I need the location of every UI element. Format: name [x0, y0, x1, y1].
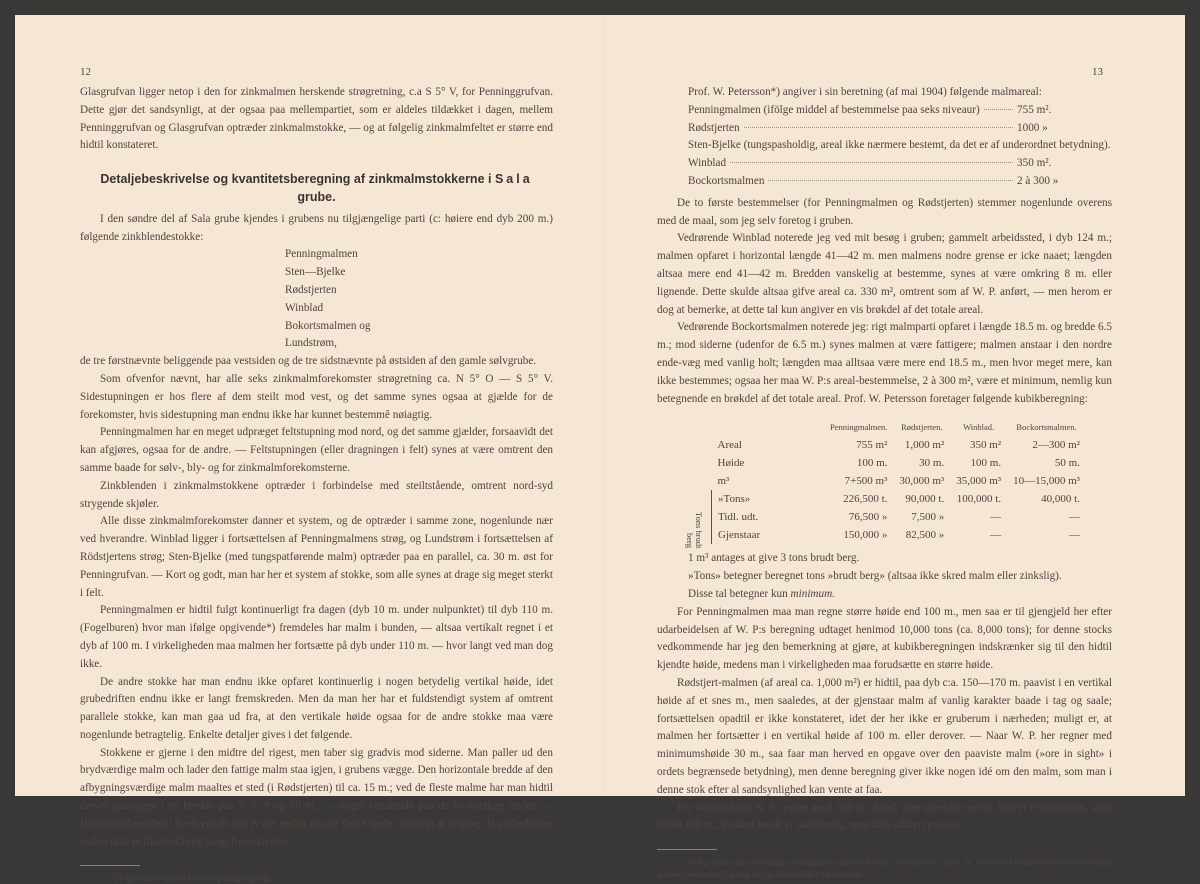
table-row — [687, 490, 1086, 508]
table-cell: 76,500 » — [848, 511, 888, 524]
area-value: 2 à 300 » — [1017, 174, 1059, 187]
dot-leader — [730, 162, 1013, 163]
column-header: Bockortsmalmen. — [1016, 422, 1077, 433]
volume-table — [685, 418, 1086, 549]
paragraph: Prof. W. Petersson*) angiver i sin beretning (af mai 1904) følgende malmareal: — [688, 86, 1042, 98]
table-cell: 755 m² — [856, 439, 888, 452]
table-cell: 30 m. — [919, 457, 945, 470]
note — [657, 586, 1112, 604]
area-label: Penningmalmen (ifölge middel af bestemmelse paa seks niveaur) — [688, 103, 980, 116]
paragraph: For Winblad har W. P. regnet areal 350 m², hvad, som ofvenfor nævnt, kun er et minimum, samt høide 100 m., hvilken høide er sandsynlig, men ikke sikkert paavist. — [657, 801, 1112, 832]
area-value: 1000 » — [1017, 121, 1048, 134]
column-header: Penningmalmen. — [830, 422, 888, 433]
heading-text-end: grube. — [297, 189, 336, 204]
list-item: Winblad — [285, 301, 324, 314]
table-cell: 226,500 t. — [843, 493, 888, 506]
left-page — [80, 84, 553, 884]
note-emphasis: minimum. — [790, 587, 835, 600]
list-item: Rødstjerten — [285, 283, 337, 296]
row-label: Gjenstaar — [712, 526, 825, 544]
section-heading — [80, 171, 553, 207]
table-cell: 100 m. — [856, 457, 888, 470]
table-row — [687, 508, 1086, 526]
paragraph: Vedrørende Bockortsmalmen noterede jeg: rigt malmparti opfaret i længde 18.5 m. og bredde 6.5 m.; mod siderne (udenfor de 6.5 m.) synes malmen at være fattigere; malmen anstaar i den nordre ende-væg med vanlig holt; længden maa alltsaa være mere end 18.5 m., men hvor meget mere, kan ikke bestemmes; ogsaa her maa W. P:s areal-bestemmelse, 2 à 300 m², være et minimum, nemlig kun betegnende en brøkdel af det totale areal. Prof. W. Petersson foretager følgende kubikberegning: — [657, 321, 1112, 405]
paragraph: Rødstjert-malmen (af areal ca. 1,000 m²) er hidtil, paa dyb c:a. 150—170 m. paavist i en vertikal høide af et snes m., men saaledes, at der gjenstaar malm af vanlig karakter baade i tag og saale; fortsættelsen opadtil er ikke konstateret, idet der her ikke er gruberum i nærheden; muligt er, at malmen her fortsætter i en vertikal høide af 100 m. eller derover. — Naar W. P. her regner med minimumshøide 30 m., saa faar man herved en opgave over den paaviste malm (»ore in sight» i ordets begrænsede betydning), men denne beregning giver ikke nogen idé om den malm, som man i denne stok efter al sandsynlighed kan vente at faa. — [657, 676, 1112, 796]
side-cell — [687, 436, 712, 454]
page-gutter — [603, 15, 605, 796]
area-row — [657, 102, 1112, 120]
paragraph: Stokkene er gjerne i den midtre del rigest, men taber sig gradvis mod siderne. Man paller ud den brydværdige malm och lader den fattige malm staa igjen, i grubens vægge. Den horizontale bredde af den afbygningsværdige malm maaltes et sted (i Rødstjerten) til ca. 15 m.; ved de fleste malme har man hidtil drevet palningen i en bredde paa 7, 8, 9 og 10 m., — noget vekslende paa de forskjellige steder. — Horizontallængden i hvert enkelt snit er det endnu paa de fleste steder umuligt at angive, da grubedriften endnu ikke er tillstrækkelig langt fremskreden. — [80, 746, 553, 848]
footnote: *) Fogelburen var ved mit besøg utilgjængeligt. — [110, 873, 273, 884]
list-item: Sten—Bjelke — [285, 266, 346, 279]
list-item: Penningmalmen — [285, 248, 358, 261]
row-label: »Tons» — [712, 490, 825, 508]
paragraph: De andre stokke har man endnu ikke opfaret kontinuerlig i nogen betydelig vertikal høide, idet grubedriften endnu ikke er langt fremskreden. Men da man her har et fuldstendigt system af omtrent parallele stokke, kan man gaa ud fra, at den vertikale høide ogsaa for de andre stokke maa være nogenlunde betragtelig. Enkelte detaljer gives i det følgende. — [80, 675, 553, 741]
row-label: Areal — [717, 439, 742, 452]
table-cell: 10—15,000 m³ — [1013, 475, 1080, 488]
table-header-row — [687, 418, 1086, 436]
area-label: Bockortsmalmen — [688, 174, 765, 187]
table-row — [687, 454, 1086, 472]
table-cell: 90,000 t. — [905, 493, 945, 506]
list-item: Lundstrøm, — [285, 337, 337, 350]
table-cell: 100 m. — [970, 457, 1002, 470]
note: 1 m³ antages at give 3 tons brudt berg. — [688, 552, 860, 565]
table-cell: 350 m² — [969, 439, 1002, 452]
table-row — [687, 436, 1086, 454]
side-cell — [687, 454, 712, 472]
column-header: Rødstjerten. — [901, 422, 943, 433]
area-row — [657, 137, 1112, 155]
row-label: Høide — [717, 457, 745, 470]
note-text: Disse tal betegner kun — [688, 587, 791, 600]
side-cell — [687, 472, 712, 490]
table-cell: 1,000 m² — [904, 439, 945, 452]
dot-leader — [984, 109, 1013, 110]
area-row — [657, 173, 1112, 191]
dot-leader — [744, 127, 1013, 128]
area-label: Winblad — [688, 157, 727, 170]
row-label: m³ — [717, 475, 730, 488]
table-cell: 82,500 » — [905, 529, 945, 542]
table-row — [687, 472, 1086, 490]
list-item: Bokortsmalmen og — [285, 319, 371, 332]
spacer — [712, 418, 825, 436]
table-cell: 7+500 m³ — [844, 475, 888, 488]
spacer — [687, 418, 712, 436]
paragraph: Penningmalmen har en meget udpræget feltstupning mod nord, og det samme gjælder, forsaavidt det kan afgjøres, ogsaa for de andre. — Feltstupningen (eller dragningen i felt) synes at være omtrent den samme baade for sølv-, bly- og for zinkmalmforekomsterne. — [80, 426, 553, 474]
paragraph: Vedrørende Winblad noterede jeg ved mit besøg i gruben; gammelt arbeidssted, i dyb 124 m.; malmen opfaret i horizontal længde 41—42 m. men malmens nodre grense er icke naaet; længden altsaa mere end 41—42 m. Bredden vanskelig at bestemme, synes at være omkring 8 m. eller lignende. Dette skulde altsaa gifve areal ca. 330 m², omtrent som af W. P. anført, — men herom er dog at bemerke, at dette tal kun angiver en vis brøkdel af det totale areal. — [657, 232, 1112, 316]
footnote-rule — [657, 849, 717, 850]
paragraph: Som ofvenfor nævnt, har alle seks zinkmalmforekomster strøgretning ca. N 5° O — S 5° V. Sidestupningen er hos flere af dem steilt mod vest, og det samme synes ogsaa at gjælde for de forekomster, hvis sidestupning man endnu ikke har kunnet bestemmê nøiagtig. — [80, 372, 553, 421]
heading-text: Detaljebeskrivelse og kvantitetsberegning af zinkmalmstokkerne i — [100, 172, 495, 187]
paragraph: de tre førstnævnte beliggende paa vestsiden og de tre sidstnævnte på østsiden af den gamle sølvgrube. — [80, 355, 537, 368]
area-label: Sten-Bjelke (tungspasholdig, areal ikke nærmere bestemt, da det er af underordnet betydning). — [688, 139, 1111, 152]
side-cell — [685, 490, 712, 549]
table-cell: 35,000 m³ — [956, 475, 1002, 488]
table-cell: 50 m. — [1054, 457, 1080, 470]
table-cell: — — [1068, 511, 1080, 524]
paragraph: De to første bestemmelser (for Penningmalmen og Rødstjerten) stemmer nogenlunde overens med de maal, som jeg selv foretog i gruben. — [657, 196, 1112, 227]
area-label: Rødstjerten — [688, 121, 740, 134]
page-number-left: 12 — [80, 66, 91, 78]
paragraph: Alle disse zinkmalmforekomster danner et system, og de optræder i samme zone, nogenlunde nær ved hverandre. Winblad ligger i fortsættelsen af Penningmalmens strøg, og Lundstrøm i fortsættelsen af Rödstjertens strøg; Sten-Bjelke (med tungspatførende malm) optræder paa en parallel, ca. 30 m. øst for Penningrufvan. — Kort og godt, man har her et system af stokke, som alle synes at drage sig meget sterkt i felt. — [80, 515, 553, 599]
table-cell: 150,000 » — [843, 529, 888, 542]
table-cell: — — [990, 511, 1002, 524]
table-cell: 100,000 t. — [956, 493, 1002, 506]
table-row — [687, 526, 1086, 544]
paragraph: Zinkblenden i zinkmalmstokkene optræder i forbindelse med steiltstående, omtrent nord-syd strygende skjøler. — [80, 479, 553, 510]
area-value: 755 m². — [1017, 103, 1052, 116]
footnote: *) Jeg finder det overflødigt at rekapitulere alle de detaljer, som anföres i prof. W. Peterssons beskrivelse; ved mit besög i gruben overbeviste jeg mig om, at hans detaljer var korrekte. — [657, 857, 1112, 880]
right-page — [657, 84, 1112, 880]
area-row — [657, 155, 1112, 173]
dot-leader — [768, 180, 1013, 181]
ore-body-list — [80, 246, 553, 353]
column-header: Winblad. — [963, 422, 995, 433]
row-label: Tidl. udt. — [712, 508, 825, 526]
heading-text-spaced: Sala — [494, 172, 533, 187]
paragraph: Glasgrufvan ligger netop i den for zinkmalmen herskende strøgretning, c.a S 5° V, for Penninggrufvan. Dette gjør det sandsynligt, at der ogsaa paa mellempartiet, som er aldeles tildækket i dagen, mellem Penninggrufvan og Glasgrufvan optræder zinkmalmstokke, — og at følgelig zinkmalmfeltet er større end hidtil konstateret. — [80, 86, 553, 152]
note: »Tons» betegner beregnet tons »brudt berg» (altsaa ikke skred malm eller zinkslig). — [688, 570, 1062, 583]
table-cell: 30,000 m³ — [899, 475, 945, 488]
table-cell: 2—300 m² — [1032, 439, 1080, 452]
footnote-rule — [80, 865, 140, 866]
table-cell: 7,500 » — [911, 511, 945, 524]
page-number-right: 13 — [1092, 66, 1103, 78]
area-row — [657, 120, 1112, 138]
paragraph: For Penningmalmen maa man regne større høide end 100 m., men saa er til gjengjeld her efter udarbeidelsen af W. P:s beregning udtaget henimod 10,000 tons (ca. 8,000 tons); for denne stocks vedkommende har jeg den bemerkning at gjøre, at kubikberegningen indskrænker sig til den hidtil kjendte høide, medens man i virkeligheden maa forudsætte en større høide. — [657, 605, 1112, 672]
table-cell: — — [990, 529, 1002, 542]
table-cell: 40,000 t. — [1041, 493, 1080, 506]
table-cell: — — [1068, 529, 1080, 542]
area-value: 350 m². — [1017, 157, 1052, 170]
paragraph: I den søndre del af Sala grube kjendes i grubens nu tilgjængelige parti (c: høiere end dyb 200 m.) følgende zinkblendestokke: — [80, 212, 553, 243]
paragraph: Penningmalmen er hidtil fulgt kontinuerligt fra dagen (dyb 10 m. under nulpunktet) til dyb 110 m. (Fogelburen) hvor man ifølge opgivende*) fremdeles har malm i bunden, — altsaa vertikalt regnet i et dyb af 100 m. I virkeligheden maa malmen her fortsætte på dyb under 110 m. — hvor langt ved man dog ikke. — [80, 604, 553, 670]
side-label: Tons brudt berg — [685, 511, 704, 549]
